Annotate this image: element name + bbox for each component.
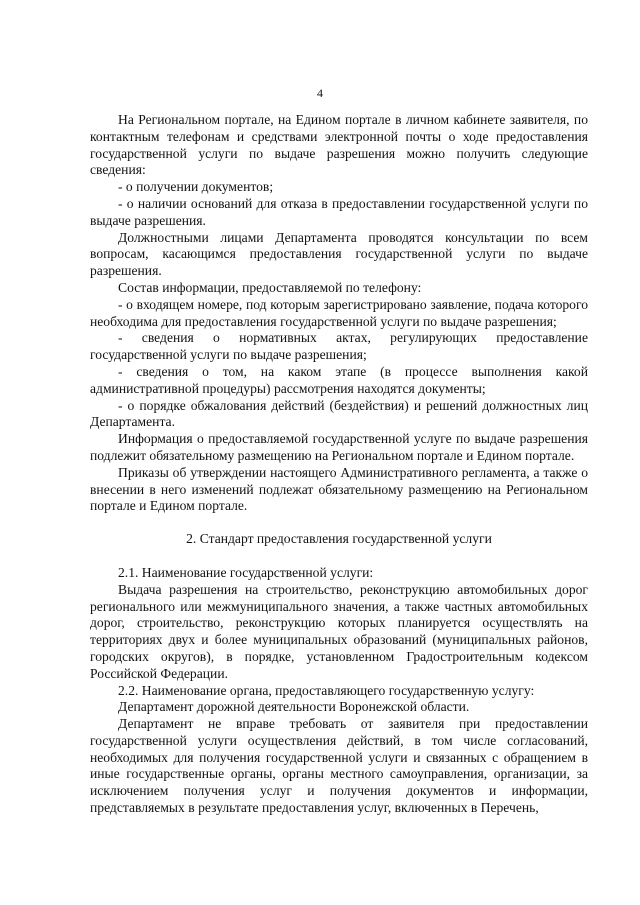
list-item: - о наличии оснований для отказа в предоставлении государственной услуги по выдаче разрешения.	[90, 195, 588, 228]
paragraph: Приказы об утверждении настоящего Административного регламента, а также о внесении в него изменений подлежат обязательному размещению на Региональном портале и Едином портале.	[90, 464, 588, 514]
subsection-title: 2.1. Наименование государственной услуги:	[118, 564, 374, 580]
list-item: - о входящем номере, под которым зарегистрировано заявление, подача которого необходима для предоставления государственной услуги по выдаче разрешения;	[90, 296, 588, 329]
paragraph: Выдача разрешения на строительство, реконструкцию автомобильных дорог регионального или межмуниципального значения, а также частных автомобильных дорог, строительство, реконструкцию которых планируется осуществлять на территориях двух и более муниципальных образований (муниципальных районов, городских округов), в порядке, установленном Градостроительным кодексом Российской Федерации.	[90, 581, 588, 681]
subsection-title: 2.2. Наименование органа, предоставляющего государственную услугу:	[118, 682, 535, 698]
paragraph: Департамент не вправе требовать от заявителя при предоставлении государственной услуги осуществления действий, в том числе согласований, необходимых для получения государственной услуги и связанных с обращением в иные государственные органы, органы местного самоуправления, организации, за исключением получения услуг и получения документов и информации, представляемых в результате предоставления услуг, включенных в Перечень,	[90, 716, 588, 816]
paragraph: Информация о предоставляемой государственной услуге по выдаче разрешения подлежит обязательному размещению на Региональном портале и Едином портале.	[90, 431, 588, 463]
paragraph: На Региональном портале, на Едином портале в личном кабинете заявителя, по контактным телефонам и средствами электронной почты о ходе предоставления государственной услуги по выдаче разрешения можно получить следующие сведения:	[90, 112, 588, 178]
section-heading: 2. Стандарт предоставления государственной услуги	[186, 531, 492, 547]
paragraph: Состав информации, предоставляемой по телефону:	[118, 279, 422, 295]
paragraph: Департамент дорожной деятельности Воронежской области.	[118, 699, 470, 715]
paragraph: Должностными лицами Департамента проводятся консультации по всем вопросам, касающимся предоставления государственной услуги по выдаче разрешения.	[90, 229, 588, 279]
page-number: 4	[317, 86, 323, 100]
list-item: - о получении документов;	[118, 179, 274, 195]
list-item: - о порядке обжалования действий (бездействия) и решений должностных лиц Департамента.	[90, 397, 588, 430]
document-body	[90, 112, 588, 817]
list-item: - сведения о нормативных актах, регулирующих предоставление государственной услуги по выдаче разрешения;	[90, 330, 588, 363]
list-item: - сведения о том, на каком этапе (в процессе выполнения какой административной процедуры) рассмотрения находятся документы;	[90, 363, 588, 396]
